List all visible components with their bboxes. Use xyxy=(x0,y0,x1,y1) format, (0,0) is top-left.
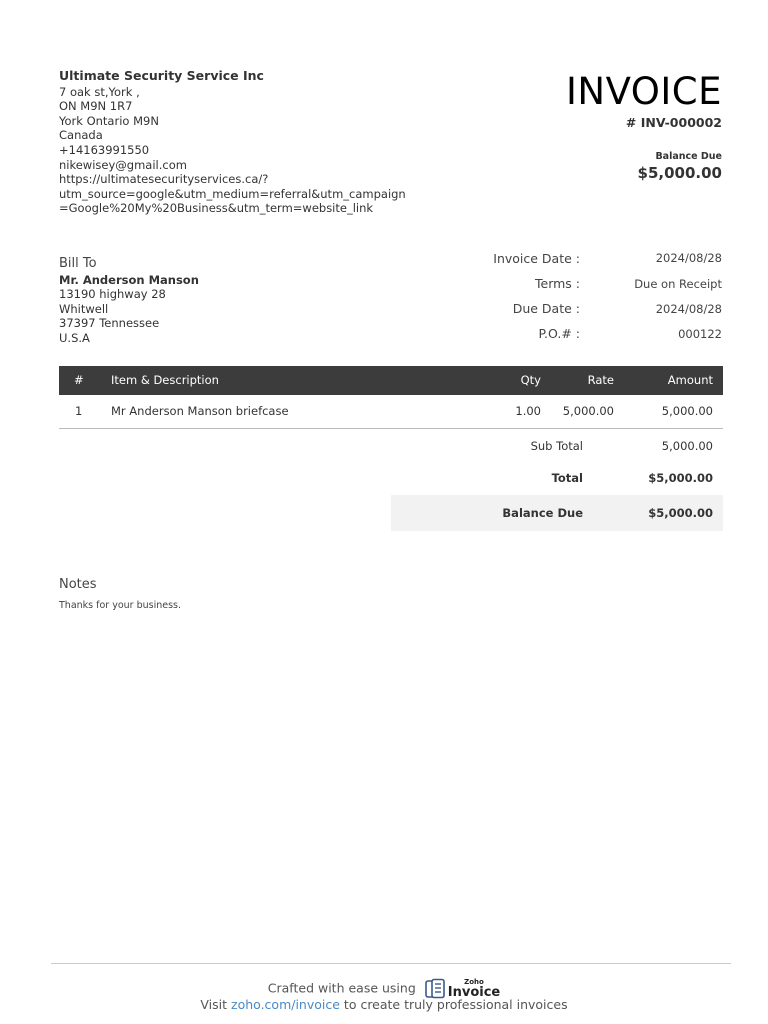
balance-due-row-value: $5,000.00 xyxy=(648,506,713,520)
company-website: =Google%20My%20Business&utm_term=website_link xyxy=(59,201,374,216)
column-header-qty: Qty xyxy=(520,373,541,387)
company-address-line: York Ontario M9N xyxy=(59,113,159,128)
notes-text: Thanks for your business. xyxy=(59,600,182,611)
row-number: 1 xyxy=(75,404,83,418)
row-item-description: Mr Anderson Manson briefcase xyxy=(111,404,289,418)
subtotal-label: Sub Total xyxy=(530,439,583,453)
subtotal-value: 5,000.00 xyxy=(661,439,713,453)
po-number-label: P.O.# : xyxy=(538,326,580,341)
row-amount: 5,000.00 xyxy=(661,404,713,418)
footer-divider xyxy=(51,963,731,964)
table-row xyxy=(59,396,723,429)
column-header-number: # xyxy=(74,373,84,387)
balance-due-row-label: Balance Due xyxy=(502,506,583,520)
balance-due-label: Balance Due xyxy=(655,151,722,162)
company-address-line: ON M9N 1R7 xyxy=(59,99,133,114)
customer-address-line: 13190 highway 28 xyxy=(59,287,166,302)
bill-to-block xyxy=(59,257,199,346)
terms-label: Terms : xyxy=(535,276,580,291)
footer-visit xyxy=(0,997,768,1012)
invoice-title: INVOICE xyxy=(566,70,722,113)
notes-label: Notes xyxy=(59,577,97,592)
company-email: nikewisey@gmail.com xyxy=(59,157,187,172)
company-name: Ultimate Security Service Inc xyxy=(59,68,264,83)
footer-crafted-text: Crafted with ease using xyxy=(267,980,416,996)
customer-address-line: U.S.A xyxy=(59,330,90,345)
customer-address-line: Whitwell xyxy=(59,301,109,316)
due-date-value: 2024/08/28 xyxy=(655,302,722,316)
po-number-value: 000122 xyxy=(678,327,722,341)
footer-visit-prefix: Visit xyxy=(200,997,228,1012)
balance-due-amount: $5,000.00 xyxy=(637,164,722,182)
customer-name: Mr. Anderson Manson xyxy=(59,272,199,287)
company-website: https://ultimatesecurityservices.ca/? xyxy=(59,172,269,187)
company-phone: +14163991550 xyxy=(59,142,150,157)
footer-visit-suffix: to create truly professional invoices xyxy=(343,997,568,1012)
total-label: Total xyxy=(551,471,583,485)
company-address-line: 7 oak st,York , xyxy=(59,84,140,99)
items-table-header xyxy=(59,366,723,395)
zoho-invoice-link[interactable]: zoho.com/invoice xyxy=(231,997,340,1012)
row-rate: 5,000.00 xyxy=(562,404,614,418)
company-website: utm_source=google&utm_medium=referral&utm_campaign xyxy=(59,186,406,201)
invoice-date-label: Invoice Date : xyxy=(493,251,580,266)
invoice-number: # INV-000002 xyxy=(625,115,722,130)
column-header-item: Item & Description xyxy=(111,373,219,387)
due-date-label: Due Date : xyxy=(512,301,580,316)
bill-to-label: Bill To xyxy=(59,256,97,271)
logo-invoice-text: Invoice xyxy=(447,985,501,1000)
company-country: Canada xyxy=(59,128,103,143)
column-header-rate: Rate xyxy=(587,373,614,387)
total-value: $5,000.00 xyxy=(648,471,713,485)
company-address-block xyxy=(59,69,406,216)
column-header-amount: Amount xyxy=(667,373,713,387)
invoice-date-value: 2024/08/28 xyxy=(655,251,722,265)
logo-zoho-text: Zoho xyxy=(464,978,484,986)
row-qty: 1.00 xyxy=(515,404,541,418)
customer-address-line: 37397 Tennessee xyxy=(59,316,160,331)
terms-value: Due on Receipt xyxy=(634,277,722,291)
